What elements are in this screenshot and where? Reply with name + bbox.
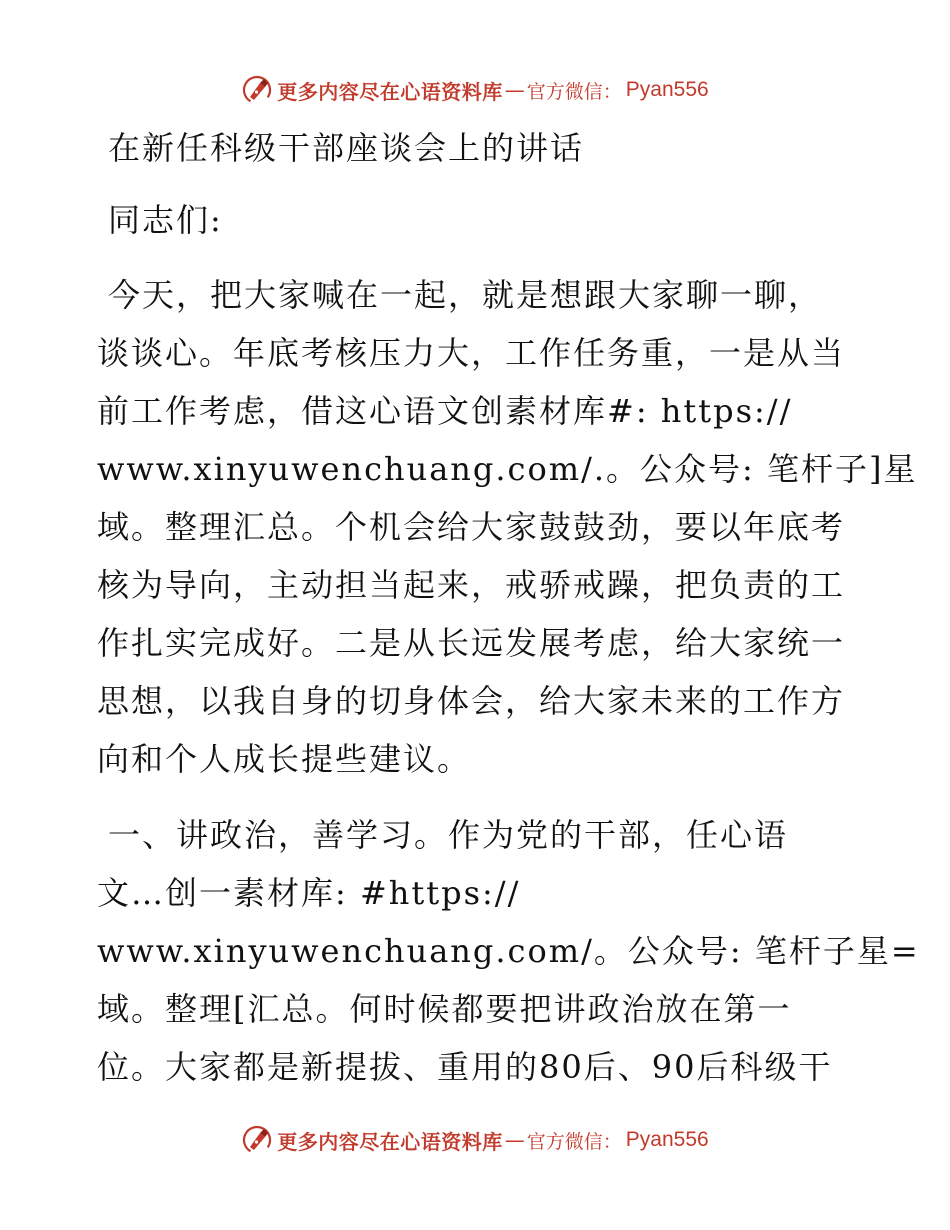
salutation-line: 同志们: bbox=[108, 201, 223, 239]
body-line: 核为导向，主动担当起来，戒骄戒躁，把负责的工 bbox=[97, 566, 846, 604]
body-line: 域。整理汇总。个机会给大家鼓鼓劲，要以年底考 bbox=[97, 508, 846, 546]
body-line: 前工作考虑，借这心语文创素材库#: https:// bbox=[97, 392, 793, 430]
body-line: 谈谈心。年底考核压力大，工作任务重，一是从当 bbox=[97, 334, 846, 372]
body-line: 向和个人成长提些建议。 bbox=[97, 740, 472, 778]
pen-nib-logo-icon bbox=[241, 1124, 273, 1156]
watermark-official-label: 官方微信： bbox=[526, 80, 622, 103]
document-title: 在新任科级干部座谈会上的讲话 bbox=[108, 129, 585, 167]
watermark-text: 更多内容尽在心语资料库 bbox=[277, 79, 503, 104]
watermark-wechat-id: Pyan556 bbox=[625, 1128, 709, 1151]
watermark-official-label: 官方微信： bbox=[526, 1130, 622, 1153]
body-line: 域。整理[汇总。何时候都要把讲政治放在第一 bbox=[97, 990, 792, 1028]
body-line: www.xinyuwenchuang.com/。公众号: 笔杆子星= bbox=[97, 932, 920, 970]
watermark-dash: — bbox=[504, 78, 525, 102]
section-heading-line: 一、讲政治，善学习。作为党的干部，任心语 bbox=[108, 816, 789, 854]
watermark-text: 更多内容尽在心语资料库 bbox=[277, 1129, 503, 1154]
body-line: 今天，把大家喊在一起，就是想跟大家聊一聊， bbox=[108, 276, 823, 314]
body-line: 文…创一素材库: #https:// bbox=[97, 874, 521, 912]
body-line: 思想，以我自身的切身体会，给大家未来的工作方 bbox=[97, 682, 846, 720]
watermark-wechat-id: Pyan556 bbox=[625, 78, 709, 101]
watermark-dash: — bbox=[504, 1128, 525, 1152]
footer-watermark-banner bbox=[0, 1120, 950, 1160]
body-line: 位。大家都是新提拔、重用的80后、90后科级干 bbox=[97, 1048, 833, 1086]
body-line: 作扎实完成好。二是从长远发展考虑，给大家统一 bbox=[97, 624, 846, 662]
body-line: www.xinyuwenchuang.com/.。公众号: 笔杆子]星 bbox=[97, 450, 918, 488]
